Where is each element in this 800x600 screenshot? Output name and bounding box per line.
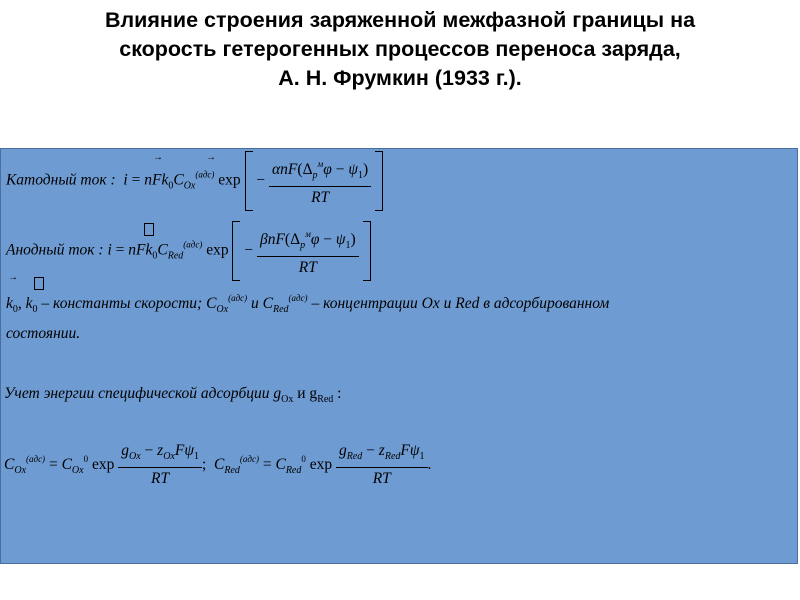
arrow-mark: → xyxy=(8,272,18,283)
constants-line: $k_0$, $k_0$ – константы скорости; $C_{Ox}^{(адс)}$ и $C_{Red}^{(адс)}$ – концентрации Ox и Red в адсорбированном xyxy=(6,293,610,315)
missing-glyph-box xyxy=(34,277,44,290)
concentration-formula: $C_{Ox}^{(адс)} = C_{Ox}^0$ exp $\frac{g_{Ox} - z_{Ox}F\psi_1}{RT}$ ; $C_{Red}^{(адс)} = C_{Red}^0$ exp $\frac{g_{Red} - z_{Red}F\psi_1}{RT}$ . xyxy=(4,442,432,487)
adsorption-energy-line: Учет энергии специфической адсорбции $g_{Ox}$ и $g_{Red}$ : xyxy=(4,385,342,405)
slide-title xyxy=(0,6,800,93)
anodic-label: Анодный ток : xyxy=(6,241,104,259)
cathodic-label: Катодный ток : xyxy=(6,171,116,189)
title-line-1: Влияние строения заряженной межфазной границы на xyxy=(104,8,696,32)
arrow-mark: → xyxy=(206,152,216,163)
title-line-3: А. Н. Фрумкин (1933 г.). xyxy=(278,66,522,90)
title-line-2: скорость гетерогенных процессов переноса заряда, xyxy=(119,37,681,61)
arrow-mark: → xyxy=(153,152,163,163)
cathodic-current-formula: Катодный ток : $i = nFk_0C_{Ox}^{(адс)}$ exp − $\frac{\alpha nF(\Delta_p^м\varphi - \psi_1)}{RT}$ xyxy=(6,151,383,211)
state-line: состоянии. xyxy=(6,325,81,342)
formula-panel xyxy=(0,148,798,564)
anodic-current-formula: Анодный ток : $i = nFk_0C_{Red}^{(адс)}$ exp − $\frac{\beta nF(\Delta_p^м\varphi - \psi_1)}{RT}$ xyxy=(6,221,371,281)
